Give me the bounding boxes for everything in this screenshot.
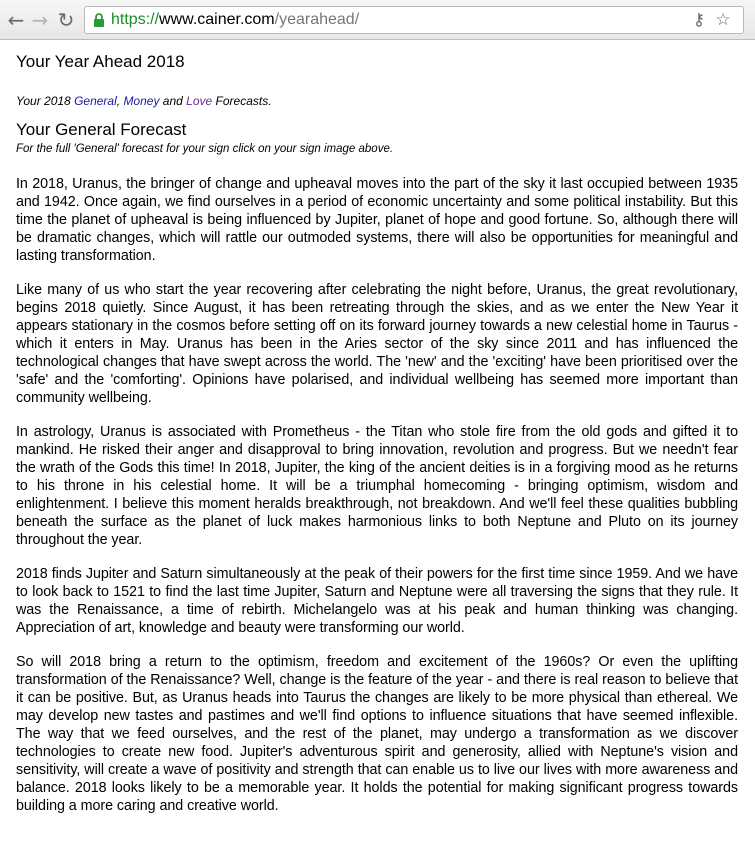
reload-icon[interactable]: ↻ xyxy=(57,8,75,32)
bookmark-star-icon[interactable]: ☆ xyxy=(715,10,731,30)
money-forecast-link[interactable]: Money xyxy=(123,94,160,108)
forecast-paragraph: 2018 finds Jupiter and Saturn simultaneously at the peak of their powers for the first time since 1959. And we have to look back to 1521 to find the last time Jupiter, Saturn and Neptune were all traversing the signs that they rule. It was the Renaissance, a time of rebirth. Michelangelo was at his peak and human thinking was changing. Appreciation of art, knowledge and beauty were transforming our world. xyxy=(16,566,738,636)
subtitle-prefix: Your 2018 xyxy=(16,94,75,108)
general-forecast-link[interactable]: General xyxy=(74,94,117,108)
forecast-paragraph: In 2018, Uranus, the bringer of change and upheaval moves into the part of the sky it last occupied between 1935 and 1942. Once again, we find ourselves in a period of economic uncertainty and some political instability. But this time the planet of upheaval is being influenced by Jupiter, planet of hope and good fortune. So, although there will be dramatic changes, which will rattle our outmoded systems, there will also be opportunities for meaningful and lasting transformation. xyxy=(16,176,738,264)
browser-toolbar xyxy=(0,0,755,40)
section-title: Your General Forecast xyxy=(16,120,187,139)
forecast-paragraph: In astrology, Uranus is associated with Prometheus - the Titan who stole fire from the old gods and gifted it to mankind. He risked their anger and disapproval to bring innovation, revolution and progress. But we needn't fear the wrath of the Gods this time! In 2018, Jupiter, the king of the ancient deities is in a forgiving mood as he returns to his throne in his celestial home. It will be a triumphal homecoming - bringing optimism, wisdom and enlightenment. I believe this moment heralds breakthrough, not breakdown. And we'll feel these qualities bubbling beneath the surface as the planet of luck makes harmonious links to both Neptune and Pluto on its journey throughout the year. xyxy=(16,424,738,548)
url-scheme: https:// xyxy=(111,11,160,28)
subtitle-sep2: and xyxy=(159,94,187,108)
url-path: /yearahead/ xyxy=(274,11,360,28)
subtitle-sep1: , xyxy=(116,94,124,108)
subtitle-suffix: Forecasts. xyxy=(212,94,272,108)
forward-arrow-icon[interactable]: → xyxy=(31,8,49,32)
page-content xyxy=(16,52,738,815)
address-bar[interactable] xyxy=(84,6,744,34)
lock-icon xyxy=(91,12,107,28)
instruction-text: For the full 'General' forecast for your sign click on your sign image above. xyxy=(16,143,394,155)
key-icon[interactable]: ⚷ xyxy=(692,10,706,30)
back-arrow-icon[interactable]: ← xyxy=(7,8,25,32)
url-text[interactable] xyxy=(111,7,359,33)
love-forecast-link[interactable]: Love xyxy=(186,94,213,108)
forecast-links xyxy=(16,94,738,108)
forecast-paragraph: Like many of us who start the year recovering after celebrating the night before, Uranus, the great revolutionary, begins 2018 quietly. Since August, it has been retreating through the skies, and as we enter the New Year it appears stationary in the cosmos before setting off on its forward journey towards a new celestial home in Taurus - which it enters in May. Uranus has been in the Aries sector of the sky since 2011 and has influenced the technological changes that have swept across the world. The 'new' and the 'exciting' have been prioritised over the 'safe' and the 'comforting'. Opinions have polarised, and individual wellbeing has seemed more important than community wellbeing. xyxy=(16,282,738,406)
url-host: www.cainer.com xyxy=(159,11,275,28)
forecast-paragraph: So will 2018 bring a return to the optimism, freedom and excitement of the 1960s? Or even the uplifting transformation of the Renaissance? Well, change is the feature of the year - and there is real reason to believe that it can be positive. But, as Uranus heads into Taurus the changes are likely to be more physical than ethereal. We may develop new tastes and pastimes and we'll find options to influence situations that have seemed inflexible. The way that we feed ourselves, and the rest of the planet, may undergo a transformation as we discover technologies to create new food. Jupiter's adventurous spirit and generosity, allied with Neptune's vision and sensitivity, will create a wave of positivity and strength that can enable us to live our lives with more awareness and balance. 2018 looks likely to be a memorable year. It holds the potential for making significant progress towards building a more caring and creative world. xyxy=(16,654,738,814)
page-title: Your Year Ahead 2018 xyxy=(16,52,185,71)
